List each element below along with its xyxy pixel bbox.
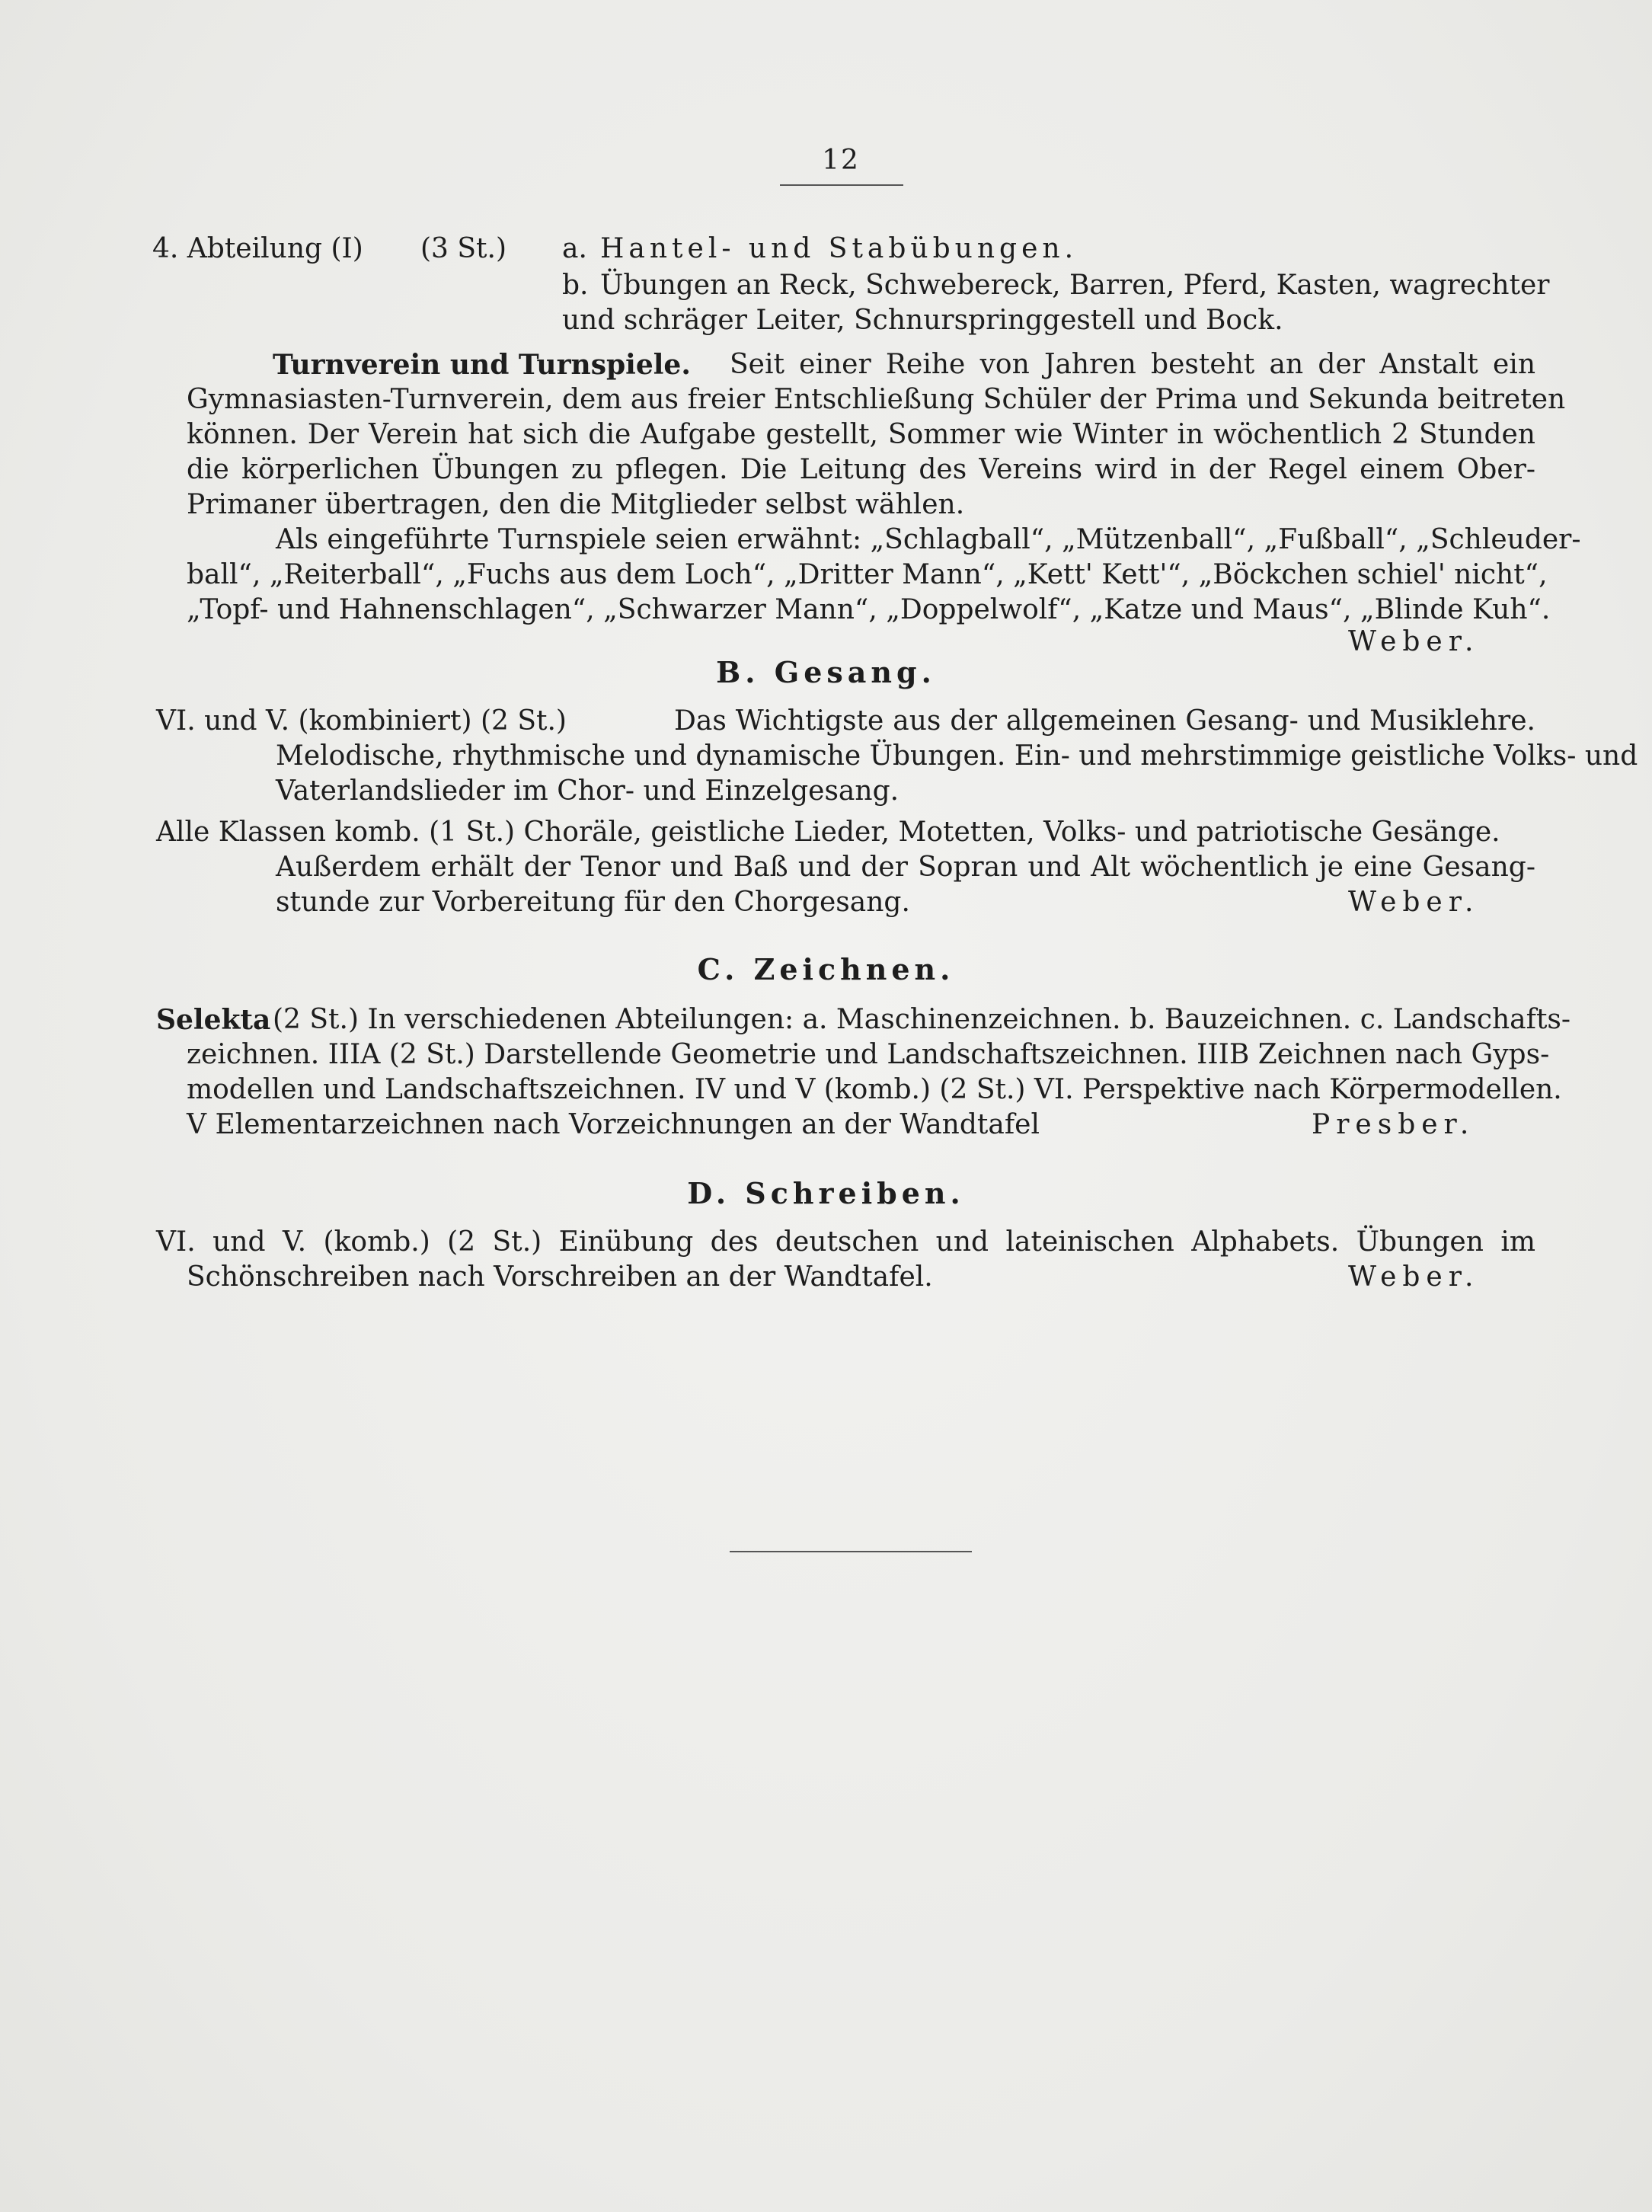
zeichnen-signature: Presber. — [1312, 1109, 1475, 1140]
gesang-p2-line-2: Außerdem erhält der Tenor und Baß und der Sopran und Alt wöchentlich je eine Gesang- — [276, 852, 1535, 883]
zeichnen-heading: C. Zeichnen. — [697, 952, 955, 986]
gesang-p1-label: VI. und V. (kombiniert) (2 St.) — [156, 705, 567, 737]
turnverein-title: Turnverein und Turnspiele. — [273, 349, 691, 381]
schreiben-signature: Weber. — [1348, 1261, 1480, 1293]
gesang-p1-line-3: Vaterlandslieder im Chor- und Einzelgesang. — [276, 775, 899, 807]
page-number: 12 — [822, 145, 860, 176]
item-a-text: Hantel- und Stabübungen. — [600, 233, 1078, 264]
abteilung-hours: (3 St.) — [420, 233, 507, 264]
item-b-marker: b. — [562, 270, 589, 301]
item-b-line-2: und schräger Leiter, Schnurspringgestell und Bock. — [562, 305, 1283, 336]
schreiben-line-1: VI. und V. (komb.) (2 St.) Einübung des deutschen und lateinischen Alphabets. Übungen im — [156, 1226, 1535, 1258]
turnverein-line-6: Als eingeführte Turnspiele seien erwähnt: „Schlagball“, „Mützenball“, „Fußball“, „Schleuder- — [276, 524, 1581, 555]
zeichnen-line-1: (2 St.) In verschiedenen Abteilungen: a. Maschinenzeichnen. b. Bauzeichnen. c. Landschafts- — [273, 1004, 1571, 1035]
gesang-p1-line-2: Melodische, rhythmische und dynamische Übungen. Ein- und mehrstimmige geistliche Volks- und — [276, 740, 1638, 772]
zeichnen-line-3: modellen und Landschaftszeichnen. IV und V (komb.) (2 St.) VI. Perspektive nach Körpermodellen. — [187, 1074, 1562, 1105]
gesang-signature: Weber. — [1348, 887, 1480, 918]
page-number-rule — [780, 184, 903, 186]
turnverein-line-5: Primaner übertragen, den die Mitglieder selbst wählen. — [187, 489, 965, 520]
schreiben-line-2: Schönschreiben nach Vorschreiben an der Wandtafel. — [187, 1261, 933, 1293]
gesang-p2-line-3: stunde zur Vorbereitung für den Chorgesang. — [276, 887, 910, 918]
abteilung-label: 4. Abteilung (I) — [152, 233, 363, 264]
turnverein-line-1: Seit einer Reihe von Jahren besteht an der Anstalt ein — [730, 349, 1535, 380]
item-b-line-1: Übungen an Reck, Schwebereck, Barren, Pferd, Kasten, wagrechter — [600, 270, 1550, 301]
item-a-marker: a. — [562, 233, 587, 264]
gesang-p1-line-1: Das Wichtigste aus der allgemeinen Gesang- und Musiklehre. — [674, 705, 1535, 737]
turnverein-line-2: Gymnasiasten-Turnverein, dem aus freier Entschließung Schüler der Prima und Sekunda beitreten — [187, 384, 1566, 415]
end-rule — [730, 1551, 972, 1552]
gesang-p2-line-1: Alle Klassen komb. (1 St.) Choräle, geistliche Lieder, Motetten, Volks- und patriotische Gesänge. — [156, 817, 1500, 848]
turnverein-line-7: ball“, „Reiterball“, „Fuchs aus dem Loch“, „Dritter Mann“, „Kett' Kett'“, „Böckchen schiel' nicht“, — [187, 559, 1548, 590]
schreiben-heading: D. Schreiben. — [687, 1176, 965, 1210]
zeichnen-selekta-label: Selekta — [156, 1004, 271, 1036]
turnverein-line-8: „Topf- und Hahnenschlagen“, „Schwarzer Mann“, „Doppelwolf“, „Katze und Maus“, „Blinde Kuh“. — [187, 594, 1551, 625]
gesang-heading: B. Gesang. — [716, 655, 936, 689]
zeichnen-line-2: zeichnen. IIIA (2 St.) Darstellende Geometrie und Landschaftszeichnen. IIIB Zeichnen nach Gyps- — [187, 1039, 1550, 1070]
turnverein-line-3: können. Der Verein hat sich die Aufgabe gestellt, Sommer wie Winter in wöchentlich 2 Stunden — [187, 419, 1535, 450]
turnverein-line-4: die körperlichen Übungen zu pflegen. Die Leitung des Vereins wird in der Regel einem Ober- — [187, 454, 1535, 485]
zeichnen-line-4: V Elementarzeichnen nach Vorzeichnungen an der Wandtafel — [187, 1109, 1040, 1140]
turnverein-signature: Weber. — [1348, 626, 1480, 657]
